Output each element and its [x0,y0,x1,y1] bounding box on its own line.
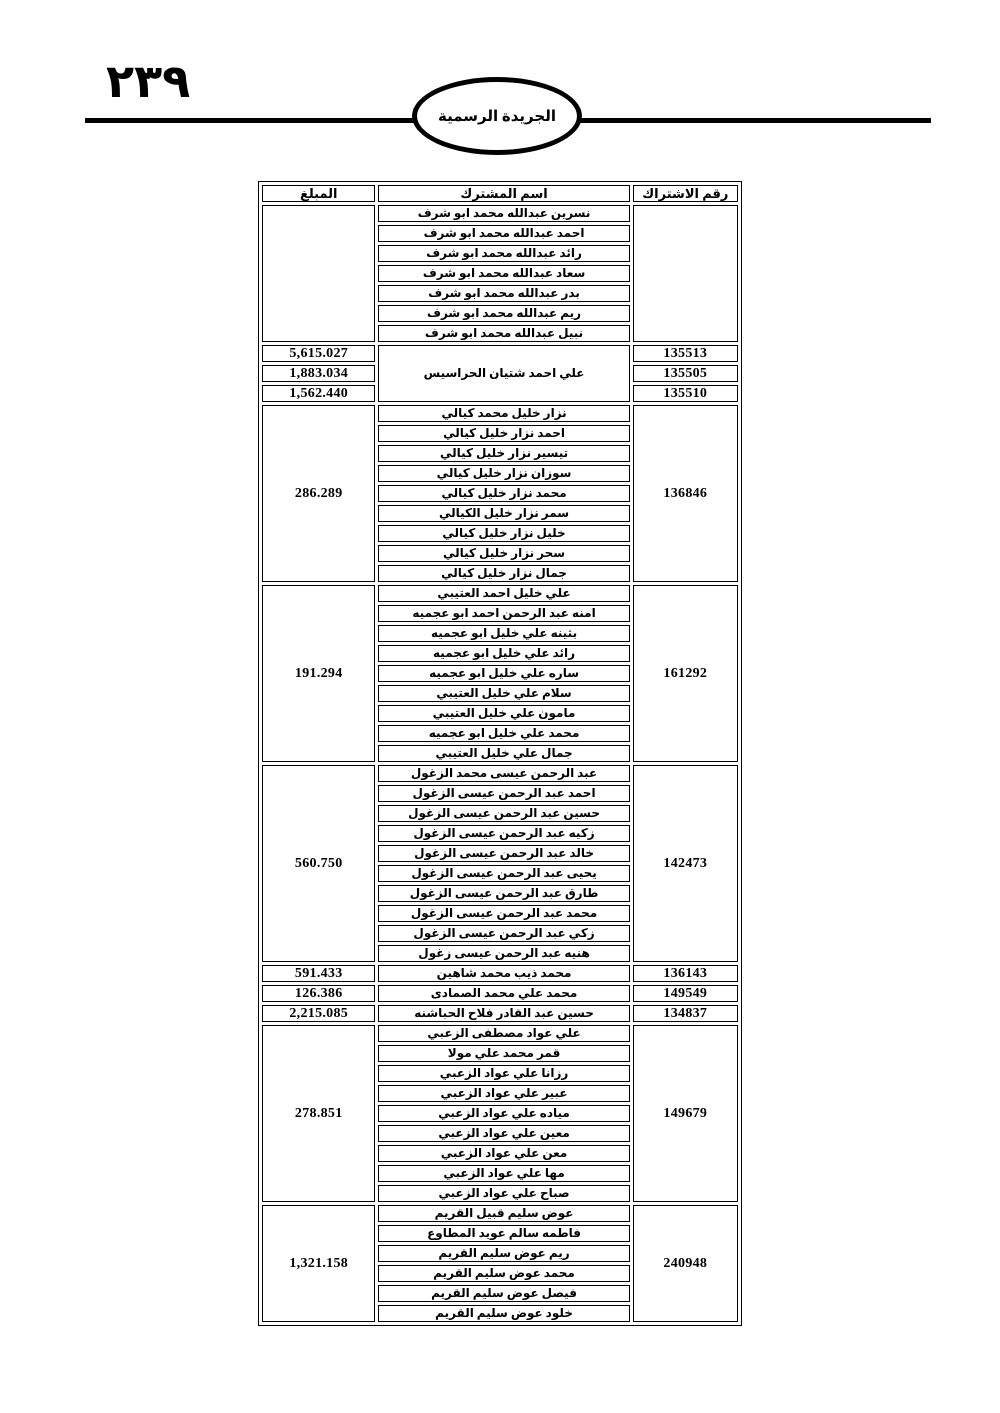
table-row [262,585,738,602]
subscriber-name-cell: معن علي عواد الزعبي [378,1145,629,1162]
page-number: ٢٣٩ [106,54,191,108]
amount-cell: 591.433 [262,965,375,982]
table-row [262,405,738,422]
subscriber-name-cell: بدر عبدالله محمد ابو شرف [378,285,629,302]
subscriber-name-cell: احمد نزار خليل كيالي [378,425,629,442]
subscriber-name-cell: علي خليل احمد العتيبي [378,585,629,602]
subscriber-name-cell: سمر نزار خليل الكيالي [378,505,629,522]
amount-cell: 560.750 [262,765,375,962]
table-row [262,1205,738,1222]
subscriber-name-cell: فيصل عوض سليم القريم [378,1285,629,1302]
subscription-number-cell: 134837 [633,1005,738,1022]
subscriber-name-cell: احمد عبد الرحمن عيسى الزغول [378,785,629,802]
amount-cell: 191.294 [262,585,375,762]
subscriber-name-cell: محمد علي محمد الصمادى [378,985,629,1002]
subscriber-name-cell: نزار خليل محمد كيالي [378,405,629,422]
subscriber-name-cell: حسين عبد الرحمن عيسى الزغول [378,805,629,822]
table-row [262,1025,738,1042]
subscriber-name-cell: خليل نزار خليل كيالي [378,525,629,542]
subscription-number-cell: 149549 [633,985,738,1002]
subscriber-name-cell: سلام علي خليل العتيبي [378,685,629,702]
subscriber-name-cell: سعاد عبدالله محمد ابو شرف [378,265,629,282]
amount-cell: 1,883.034 [262,365,375,382]
amount-cell: 278.851 [262,1025,375,1202]
column-header-subscription-number: رقم الاشتراك [633,185,738,202]
amount-cell: 5,615.027 [262,345,375,362]
subscriber-name-cell: يحيى عبد الرحمن عيسى الزغول [378,865,629,882]
subscriber-name-cell: احمد عبدالله محمد ابو شرف [378,225,629,242]
subscriber-name-cell: فاطمه سالم عويد المطاوع [378,1225,629,1242]
subscriber-name-cell: خالد عبد الرحمن عيسى الزغول [378,845,629,862]
subscriber-name-cell: ريم عوض سليم القريم [378,1245,629,1262]
amount-cell: 286.289 [262,405,375,582]
subscriber-name-cell: رزانا علي عواد الزعبي [378,1065,629,1082]
subscriber-name-cell: محمد عبد الرحمن عيسى الزغول [378,905,629,922]
subscriber-name-cell: طارق عبد الرحمن عيسى الزغول [378,885,629,902]
subscriber-name-cell: حسين عبد القادر فلاح الحباشنه [378,1005,629,1022]
subscriber-name-cell: زكيه عبد الرحمن عيسى الزغول [378,825,629,842]
subscribers-table [258,181,742,1326]
gazette-banner-title: الجريدة الرسمية [438,108,556,125]
column-header-subscriber-name: اسم المشترك [378,185,629,202]
subscription-number-cell: 142473 [633,765,738,962]
subscriber-name-cell: عبير علي عواد الزعبي [378,1085,629,1102]
gazette-banner-ellipse [412,77,582,155]
column-header-amount: المبلغ [262,185,375,202]
subscriber-name-cell: محمد نزار خليل كيالي [378,485,629,502]
table-row [262,345,738,362]
subscriber-name-cell: هنيه عبد الرحمن عيسى زغول [378,945,629,962]
subscription-number-cell: 135505 [633,365,738,382]
subscriber-name-cell: ساره علي خليل ابو عجميه [378,665,629,682]
table-header-row [262,185,738,202]
subscriber-name-cell: قمر محمد علي مولا [378,1045,629,1062]
subscriber-name-cell: معين علي عواد الزعبي [378,1125,629,1142]
subscriber-name-cell: علي عواد مصطفى الزعبي [378,1025,629,1042]
amount-cell: 2,215.085 [262,1005,375,1022]
amount-cell [262,205,375,342]
table-row [262,205,738,222]
subscriber-name-cell: رائد عبدالله محمد ابو شرف [378,245,629,262]
subscriber-name-cell: محمد علي خليل ابو عجميه [378,725,629,742]
subscription-number-cell: 135513 [633,345,738,362]
subscriber-name-cell: رائد علي خليل ابو عجميه [378,645,629,662]
subscriber-name-cell: عبد الرحمن عيسى محمد الزغول [378,765,629,782]
table-row [262,765,738,782]
subscriber-name-cell: سوزان نزار خليل كيالي [378,465,629,482]
subscriber-name-cell: مامون علي خليل العتيبي [378,705,629,722]
subscriber-name-cell: ريم عبدالله محمد ابو شرف [378,305,629,322]
subscriber-name-cell: محمد عوض سليم القريم [378,1265,629,1282]
amount-cell: 1,321.158 [262,1205,375,1322]
subscription-number-cell: 161292 [633,585,738,762]
subscriber-name-cell: محمد ذيب محمد شاهين [378,965,629,982]
subscriber-name-cell: صباح علي عواد الزعبي [378,1185,629,1202]
subscriber-name-cell: عوض سليم قبيل القريم [378,1205,629,1222]
subscriber-name-cell: خلود عوض سليم القريم [378,1305,629,1322]
amount-cell: 126.386 [262,985,375,1002]
subscription-number-cell: 136846 [633,405,738,582]
subscriber-name-cell: سحر نزار خليل كيالي [378,545,629,562]
subscriber-name-cell: نسرين عبدالله محمد ابو شرف [378,205,629,222]
amount-cell: 1,562.440 [262,385,375,402]
subscription-number-cell: 136143 [633,965,738,982]
subscriber-name-cell: زكي عبد الرحمن عيسى الزغول [378,925,629,942]
subscriber-name-cell: تيسير نزار خليل كيالي [378,445,629,462]
subscriber-name-cell: مها علي عواد الزعبي [378,1165,629,1182]
table-row [262,965,738,982]
subscriber-name-cell: مياده علي عواد الزعبي [378,1105,629,1122]
table-row [262,985,738,1002]
subscriber-name-cell: جمال نزار خليل كيالي [378,565,629,582]
subscription-number-cell: 149679 [633,1025,738,1202]
subscriber-name-cell: جمال علي خليل العتيبي [378,745,629,762]
subscriber-name-cell: نبيل عبدالله محمد ابو شرف [378,325,629,342]
subscriber-name-cell: بثينه علي خليل ابو عجميه [378,625,629,642]
subscription-number-cell: 135510 [633,385,738,402]
table-row [262,1005,738,1022]
subscriber-name-cell: امنه عبد الرحمن احمد ابو عجميه [378,605,629,622]
subscription-number-cell: 240948 [633,1205,738,1322]
subscription-number-cell [633,205,738,342]
subscriber-name-cell: علي احمد شتيان الحراسيس [378,345,629,402]
